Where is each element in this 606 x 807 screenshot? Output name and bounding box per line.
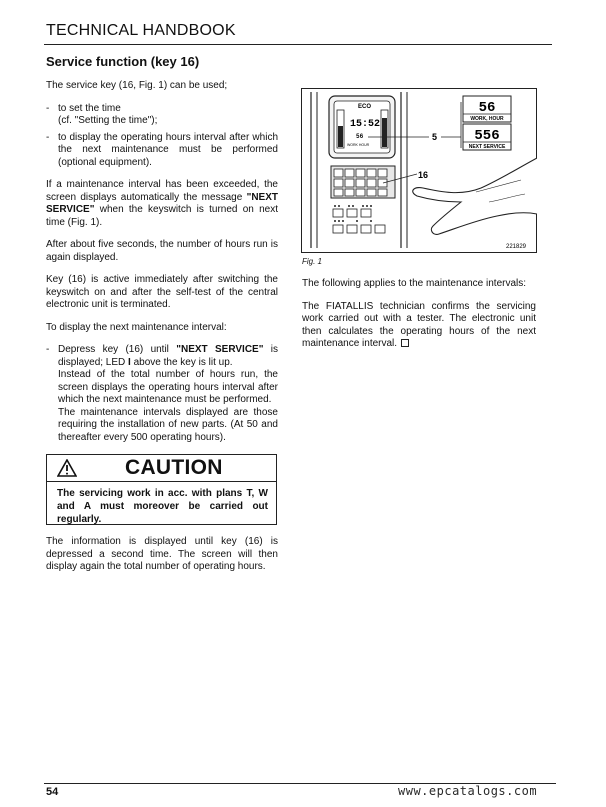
- intro-paragraph: The service key (16, Fig. 1) can be used;: [46, 80, 228, 91]
- left-column-bottom: [46, 536, 278, 584]
- caution-text: The servicing work in acc. with plans T, W and A must moreover be carried out regularly.: [57, 488, 268, 525]
- end-mark: [401, 339, 409, 347]
- figure-caption: Fig. 1: [302, 257, 323, 266]
- caution-word: CAUTION: [125, 456, 223, 479]
- after-five-paragraph: After about five seconds, the number of hours run is again displayed.: [46, 239, 278, 263]
- work-hour-small-label: WORK HOUR: [347, 143, 370, 147]
- info-again-paragraph: The information is displayed until key (16) is depressed a second time. The screen will then display again the total number of operating hours.: [46, 536, 278, 572]
- callout-5: 5: [432, 132, 438, 142]
- exceeded-paragraph: If a maintenance interval has been exceeded, the screen displays automatically the message "NEXT SERVICE" when the keyswitch is turned on next time (Fig. 1).: [46, 179, 278, 228]
- hours-readout: 56: [356, 133, 364, 140]
- next-service-message: "NEXT SERVICE": [46, 191, 278, 215]
- svg-text:WORK, HOUR: WORK, HOUR: [470, 116, 504, 122]
- header-rule: [44, 44, 552, 45]
- svg-text:NEXT SERVICE: NEXT SERVICE: [468, 144, 506, 150]
- page-number: 54: [46, 786, 59, 798]
- left-column: [46, 80, 278, 444]
- intervals-text: The maintenance intervals displayed are those requiring the installation of new parts. (At 50 and thereafter every 500 operating hours).: [58, 406, 278, 443]
- clock-readout: 15:52: [350, 119, 381, 130]
- caution-header: [47, 455, 276, 482]
- key-active-paragraph: Key (16) is active immediately after switching the keyswitch on and after the self-test of the central electronic unit is terminated.: [46, 274, 278, 310]
- following-paragraph: The following applies to the maintenance intervals:: [302, 278, 527, 289]
- depress-key-item: - Depress key (16) until "NEXT SERVICE" is displayed; LED I above the key is lit up. Instead of the total number of hours run, the screen displays the operating hours interval after which the next maintenance must be performed. The maintenance intervals displayed are those requiring the installation of new parts. (At 50 and thereafter every 500 operating hours).: [46, 344, 278, 444]
- technician-paragraph: The FIATALLIS technician confirms the servicing work carried out with a tester. The electronic unit then calculates the operating hours of the next maintenance interval.: [302, 300, 536, 349]
- use-item-set-time: - to set the time (cf. "Setting the time");: [46, 103, 278, 128]
- warning-triangle-icon: [57, 459, 77, 477]
- to-display-paragraph: To display the next maintenance interval:: [46, 321, 227, 333]
- instead-text: Instead of the total number of hours run, the screen displays the operating hours interval after which the next maintenance must be performed.: [58, 369, 278, 405]
- section-title: Service function (key 16): [46, 54, 200, 69]
- use-item-display-interval: - to display the operating hours interval after which the next maintenance must be performed (optional equipment).: [46, 132, 278, 170]
- caution-box: [46, 454, 277, 525]
- figure-reference: 221829: [506, 244, 527, 250]
- watermark: www.epcatalogs.com: [398, 784, 538, 798]
- handbook-title: TECHNICAL HANDBOOK: [46, 22, 236, 39]
- eco-label: ECO: [358, 104, 372, 110]
- svg-text:56: 56: [478, 100, 496, 116]
- right-column: [302, 278, 536, 361]
- dashboard-figure: [301, 88, 537, 253]
- callout-16: 16: [418, 170, 429, 180]
- svg-text:556: 556: [474, 128, 500, 144]
